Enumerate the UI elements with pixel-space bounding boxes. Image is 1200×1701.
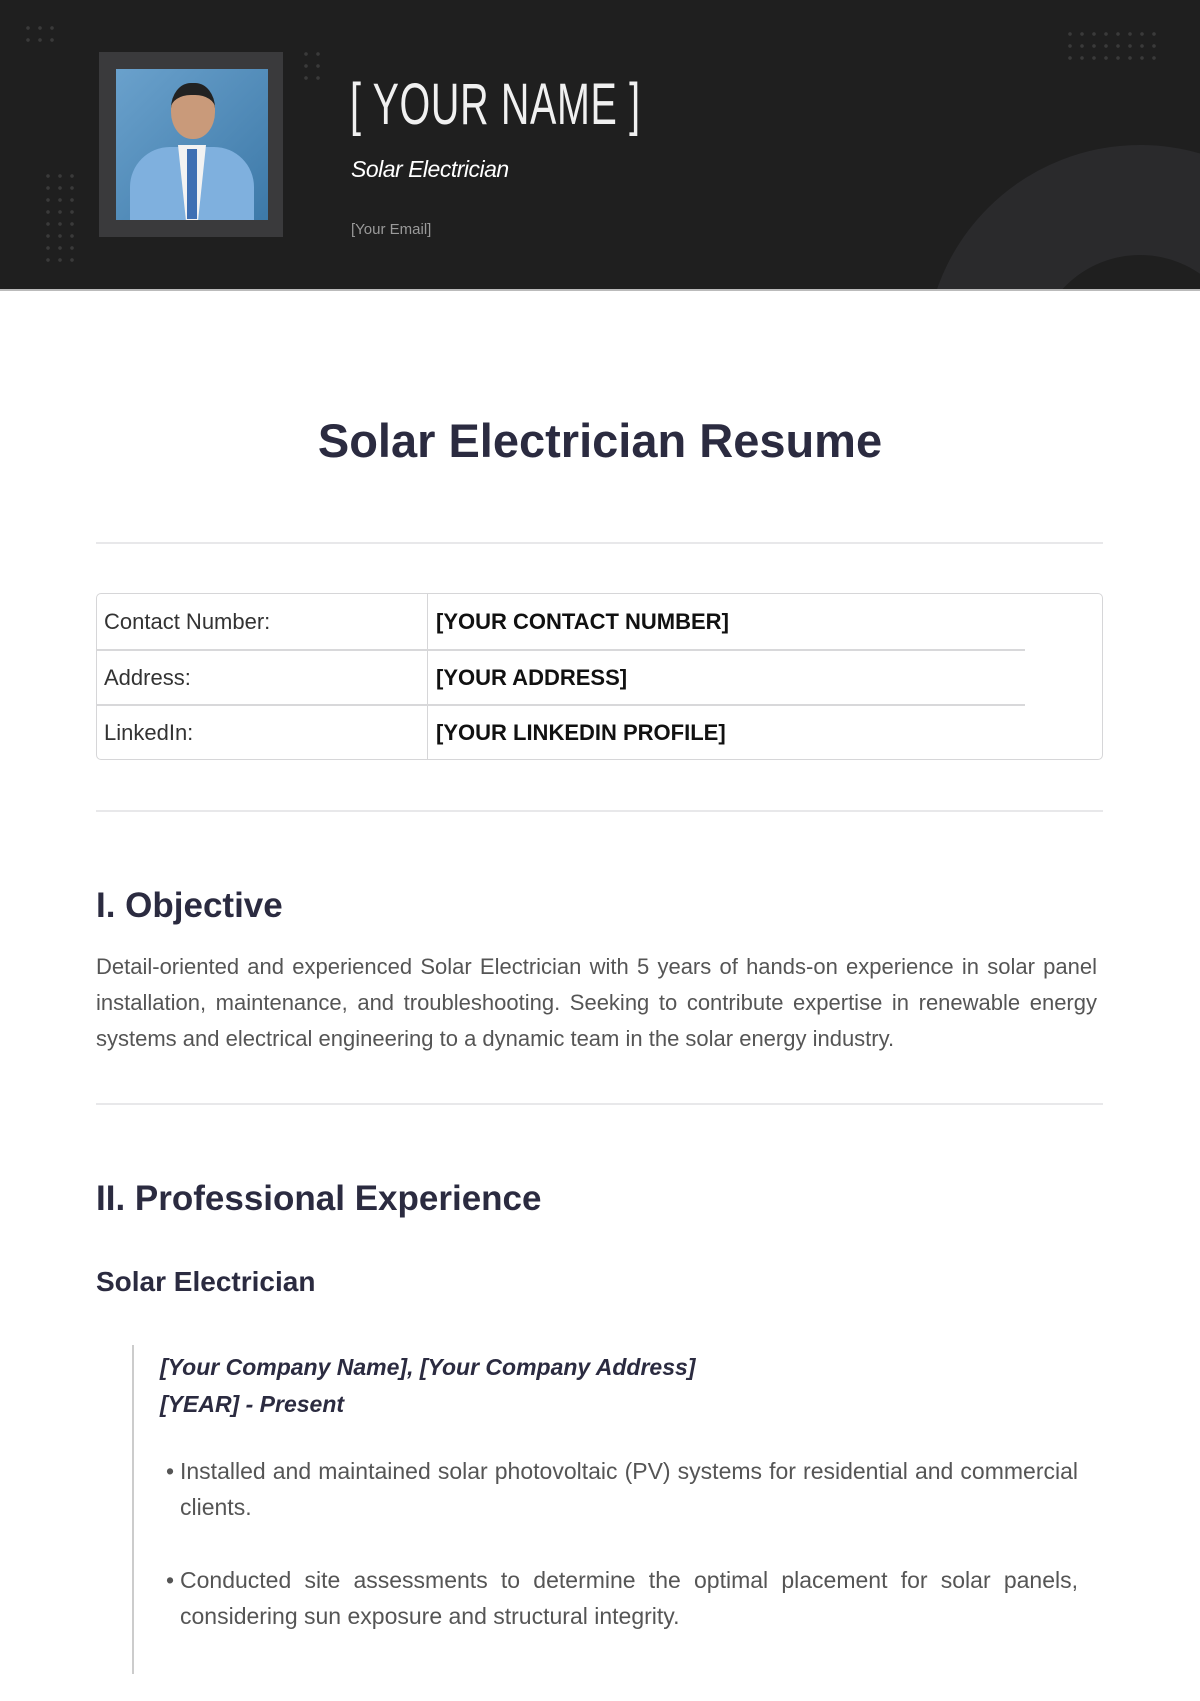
resume-header	[0, 0, 1200, 291]
bullet-icon: •	[166, 1458, 175, 1484]
profile-photo-frame	[99, 52, 283, 237]
address-label: Address:	[97, 649, 428, 704]
divider	[96, 542, 1103, 544]
decorative-dots	[300, 48, 324, 84]
experience-entry	[132, 1345, 1082, 1674]
experience-heading: II. Professional Experience	[96, 1179, 542, 1218]
job-period: [YEAR] - Present	[160, 1391, 345, 1417]
list-item	[166, 1562, 1078, 1634]
linkedin-value: [YOUR LINKEDIN PROFILE]	[428, 704, 1025, 759]
contact-table	[96, 593, 1103, 760]
table-row	[97, 649, 1102, 704]
resume-body	[0, 413, 1200, 1674]
candidate-name: [ YOUR NAME ]	[350, 72, 641, 137]
objective-heading: I. Objective	[96, 886, 283, 925]
linkedin-label: LinkedIn:	[97, 704, 428, 759]
contact-value: [YOUR CONTACT NUMBER]	[436, 608, 729, 634]
decorative-dots	[1064, 28, 1160, 64]
list-item-text: Installed and maintained solar photovoltaic (PV) systems for residential and commercial clients.	[180, 1458, 1078, 1520]
divider	[96, 810, 1103, 812]
objective-text: Detail-oriented and experienced Solar Electrician with 5 years of hands-on experience in solar panel installation, maintenance, and troubleshooting. Seeking to contribute expertise in renewable energy systems and electrical engineering to a dynamic team in the solar energy industry.	[96, 954, 1097, 1051]
decorative-arc	[925, 145, 1200, 291]
contact-label: Contact Number:	[97, 594, 428, 649]
divider	[96, 1103, 1103, 1105]
list-item-text: Conducted site assessments to determine the optimal placement for solar panels, considering sun exposure and structural integrity.	[180, 1567, 1078, 1629]
table-row	[97, 594, 1102, 649]
job-title: Solar Electrician	[96, 1266, 316, 1297]
profile-photo	[116, 69, 268, 220]
candidate-email: [Your Email]	[351, 221, 432, 238]
table-row	[97, 704, 1102, 759]
bullet-icon: •	[166, 1567, 175, 1593]
address-value: [YOUR ADDRESS]	[428, 649, 1025, 704]
list-item	[166, 1453, 1078, 1525]
decorative-dots	[42, 170, 78, 266]
candidate-role: Solar Electrician	[351, 156, 509, 182]
decorative-dots	[22, 22, 58, 46]
page-title: Solar Electrician Resume	[317, 414, 883, 467]
company-info: [Your Company Name], [Your Company Address]	[160, 1354, 696, 1380]
